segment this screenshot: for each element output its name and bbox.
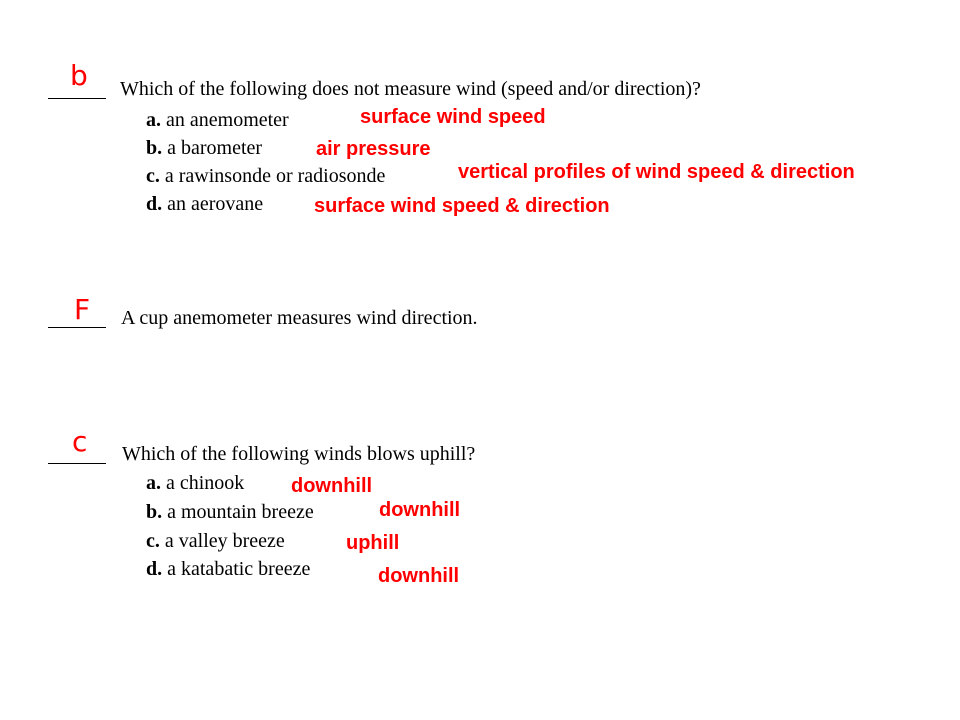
q3-option-a-note: downhill	[291, 475, 373, 497]
q2-answer-mark: F	[74, 293, 91, 326]
option-letter: c.	[146, 530, 160, 552]
q3-option-a	[146, 473, 244, 493]
option-text: a rawinsonde or radiosonde	[164, 165, 386, 187]
option-letter: c.	[146, 165, 160, 187]
q1-question-text: Which of the following does not measure wind (speed and/or direction)?	[120, 78, 701, 100]
q1-option-a-note: surface wind speed	[360, 106, 546, 128]
q1-answer-blank	[48, 98, 106, 99]
option-letter: b.	[146, 501, 163, 523]
q1-option-d-note: surface wind speed & direction	[314, 195, 610, 217]
option-letter: d.	[146, 193, 163, 215]
q3-option-b	[146, 502, 314, 522]
q3-question-text: Which of the following winds blows uphill?	[122, 443, 476, 465]
option-letter: b.	[146, 137, 163, 159]
q1-option-c	[146, 166, 385, 186]
q2-answer-blank	[48, 327, 106, 328]
q1-option-c-note: vertical profiles of wind speed & direction	[458, 161, 855, 183]
q1-answer-mark: b	[70, 59, 88, 92]
option-text: a chinook	[166, 472, 245, 494]
q2-question-text: A cup anemometer measures wind direction.	[121, 307, 478, 329]
option-text: an aerovane	[167, 193, 264, 215]
q1-option-a	[146, 110, 289, 130]
q3-option-d-note: downhill	[378, 565, 460, 587]
option-text: a katabatic breeze	[167, 558, 311, 580]
option-letter: a.	[146, 472, 161, 494]
q1-option-b	[146, 138, 262, 158]
q3-option-d	[146, 559, 310, 579]
q1-option-b-note: air pressure	[316, 138, 431, 160]
q3-answer-blank	[48, 463, 106, 464]
option-text: a barometer	[167, 137, 263, 159]
q3-option-c	[146, 531, 285, 551]
option-letter: a.	[146, 109, 161, 131]
option-letter: d.	[146, 558, 163, 580]
q3-answer-mark: c	[72, 425, 88, 458]
option-text: a valley breeze	[164, 530, 285, 552]
option-text: an anemometer	[166, 109, 289, 131]
q1-option-d	[146, 194, 263, 214]
q3-option-b-note: downhill	[379, 499, 461, 521]
q3-option-c-note: uphill	[346, 532, 400, 554]
option-text: a mountain breeze	[167, 501, 314, 523]
